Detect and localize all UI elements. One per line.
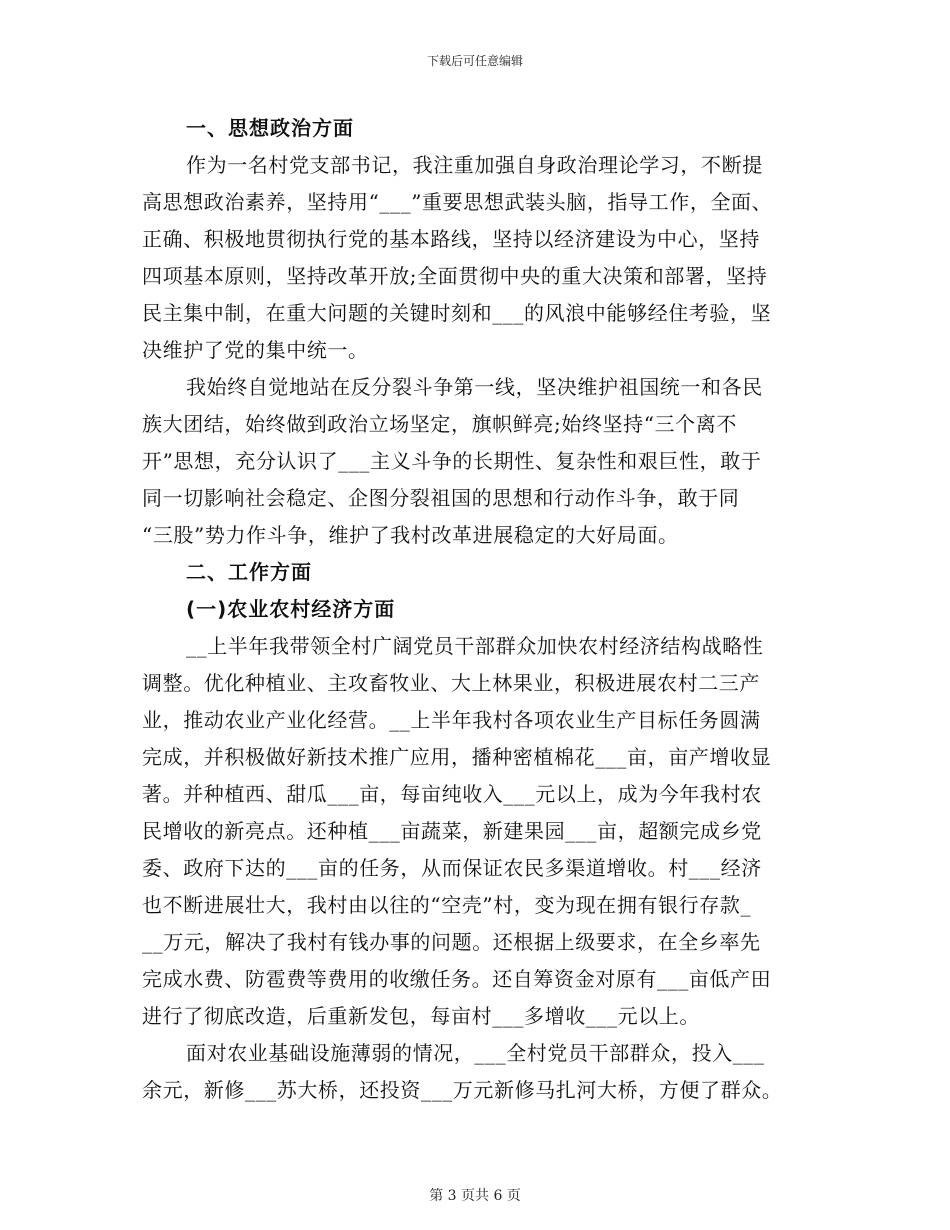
paragraph-line: 正确、积极地贯彻执行党的基本路线，坚持以经济建设为中心，坚持 [142, 227, 760, 251]
paragraph-line: 进行了彻底改造，后重新发包，每亩村___多增收___元以上。 [142, 1004, 700, 1028]
section-heading-work: 二、工作方面 [186, 560, 312, 584]
paragraph-line: 我始终自觉地站在反分裂斗争第一线，坚决维护祖国统一和各民 [186, 375, 763, 399]
paragraph-line: 高思想政治素养，坚持用“___”重要思想武装头脑，指导工作，全面、 [142, 190, 773, 214]
paragraph-line: “三股”势力作斗争，维护了我村改革进展稳定的大好局面。 [142, 523, 679, 547]
paragraph-line: 余元，新修___苏大桥，还投资___万元新修马扎河大桥，方便了群众。 [142, 1078, 783, 1102]
page-footer: 第 3 页共 6 页 [429, 1188, 521, 1204]
paragraph-line: __上半年我带领全村广阔党员干部群众加快农村经济结构战略性 [186, 634, 764, 658]
paragraph-line: 完成水费、防雹费等费用的收缴任务。还自筹资金对原有___亩低产田 [142, 967, 772, 991]
paragraph-line: 面对农业基础设施薄弱的情况，___全村党员干部群众，投入___ [186, 1041, 765, 1065]
page-header: 下载后可任意编辑 [426, 54, 523, 68]
paragraph-line: 完成，并积极做好新技术推广应用，播种密植棉花___亩，亩产增收显 [142, 745, 772, 769]
paragraph-line: 委、政府下达的___亩的任务，从而保证农民多渠道增收。村___经济 [142, 856, 762, 880]
paragraph-line: 同一切影响社会稳定、企图分裂祖国的思想和行动作斗争，敢于同 [142, 486, 740, 510]
paragraph-line: 决维护了党的集中统一。 [142, 338, 369, 362]
paragraph-line: 民主集中制，在重大问题的关键时刻和___的风浪中能够经住考验，坚 [142, 301, 772, 325]
paragraph-line: __万元，解决了我村有钱办事的问题。还根据上级要求，在全乡率先 [142, 930, 761, 954]
paragraph-line: 开”思想，充分认识了___主义斗争的长期性、复杂性和艰巨性，敢于 [142, 449, 762, 473]
paragraph-line: 调整。优化种植业、主攻畜牧业、大上林果业，积极进展农村二三产 [142, 671, 760, 695]
subsection-heading-agriculture: (一)农业农村经济方面 [186, 597, 396, 621]
section-heading-politics: 一、思想政治方面 [186, 116, 354, 140]
paragraph-line: 著。并种植西、甜瓜___亩，每亩纯收入___元以上，成为今年我村农 [142, 782, 762, 806]
paragraph-line: 也不断进展壮大，我村由以往的“空壳”村，变为现在拥有银行存款_ [142, 893, 752, 917]
paragraph-line: 民增收的新亮点。还种植___亩蔬菜，新建果园___亩，超额完成乡党 [142, 819, 762, 843]
paragraph-line: 四项基本原则，坚持改革开放;全面贯彻中央的重大决策和部署，坚持 [142, 264, 768, 288]
paragraph-line: 族大团结，始终做到政治立场坚定，旗帜鲜亮;始终坚持“三个离不 [142, 412, 737, 436]
paragraph-line: 作为一名村党支部书记，我注重加强自身政治理论学习，不断提 [186, 153, 763, 177]
paragraph-line: 业，推动农业产业化经营。__上半年我村各项农业生产目标任务圆满 [142, 708, 761, 732]
